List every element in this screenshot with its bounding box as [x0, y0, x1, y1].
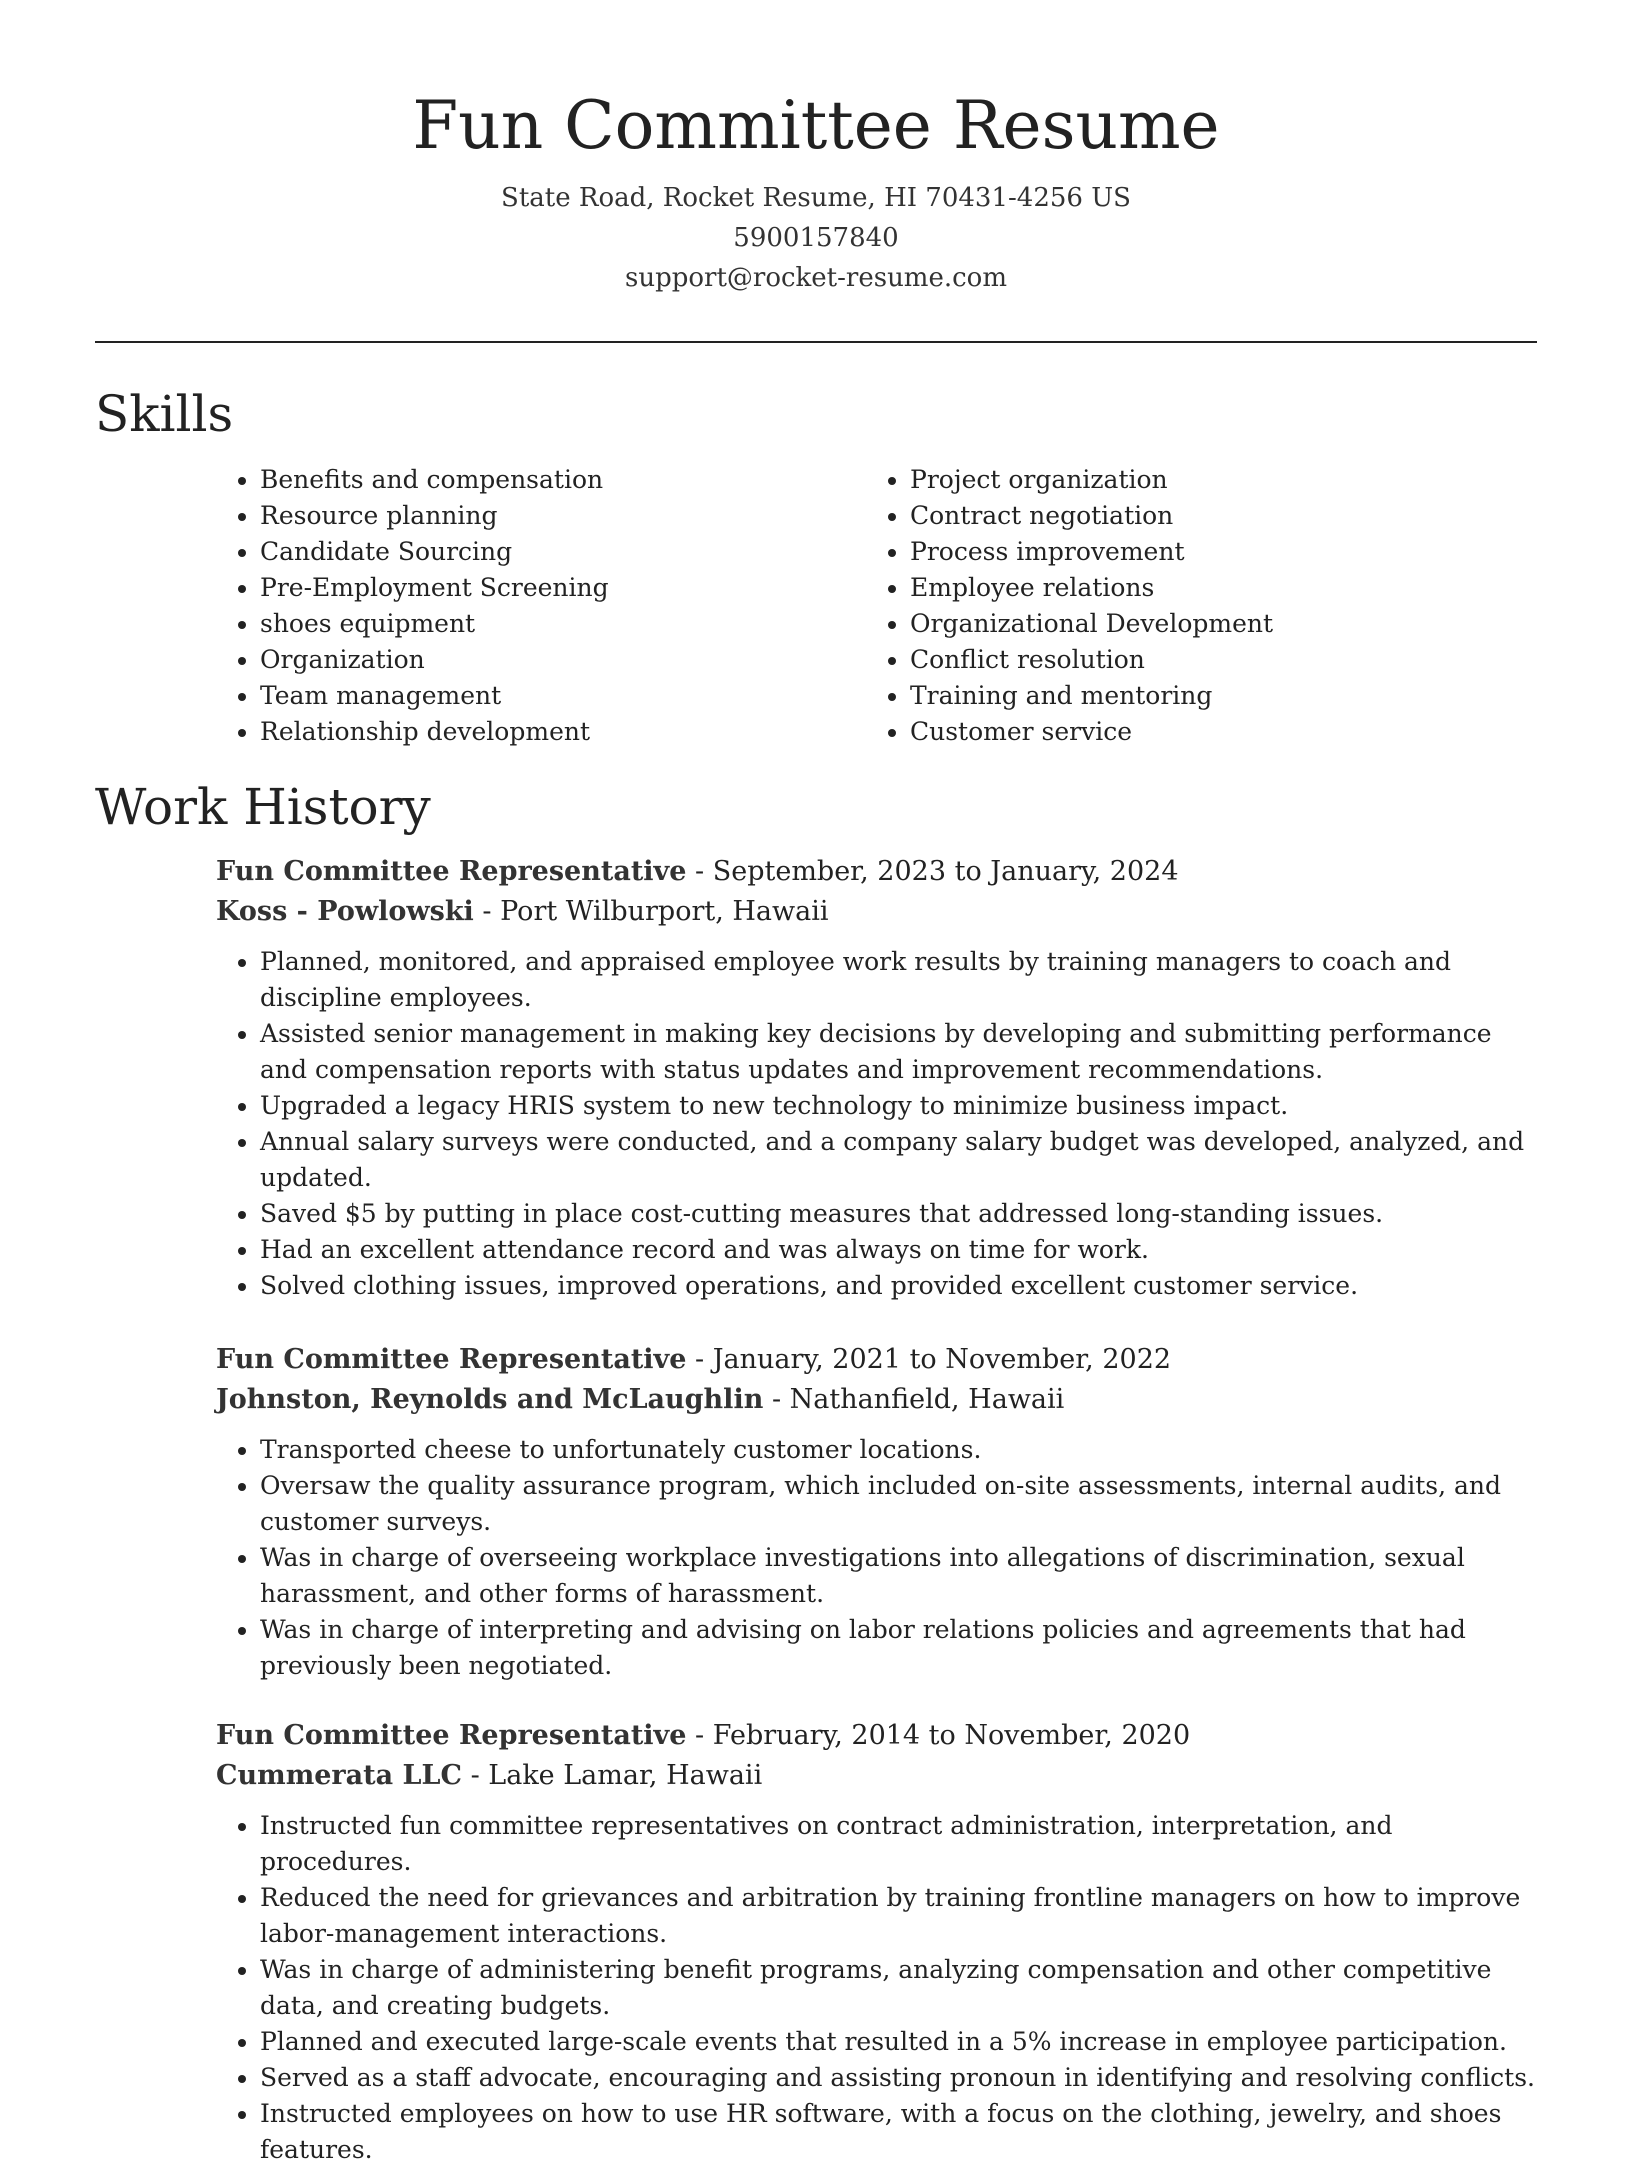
skill-item: • Organizational Development	[910, 606, 1530, 642]
job-title-line	[216, 1340, 1546, 1380]
job-location: Port Wilburport, Hawaii	[500, 896, 829, 927]
separator: -	[482, 896, 501, 927]
skill-item: • Candidate Sourcing	[260, 534, 820, 570]
job-bullet: • Oversaw the quality assurance program, which included on-site assessments, internal audits, and customer surveys.	[260, 1468, 1546, 1540]
job-title-line	[216, 852, 1546, 892]
skill-item: • Contract negotiation	[910, 498, 1530, 534]
job-bullet: • Transported cheese to unfortunately customer locations.	[260, 1432, 1546, 1468]
job-bullet: • Upgraded a legacy HRIS system to new technology to minimize business impact.	[260, 1088, 1546, 1124]
job-entry	[216, 1340, 1546, 1684]
skill-item: • Employee relations	[910, 570, 1530, 606]
job-company: Koss - Powlowski	[216, 896, 474, 927]
job-bullet: • Saved $5 by putting in place cost-cutting measures that addressed long-standing issues.	[260, 1196, 1546, 1232]
skill-item: • Process improvement	[910, 534, 1530, 570]
job-company: Cummerata LLC	[216, 1760, 462, 1791]
job-company: Johnston, Reynolds and McLaughlin	[216, 1384, 764, 1415]
job-bullet: • Solved clothing issues, improved operations, and provided excellent customer service.	[260, 1268, 1546, 1304]
skill-item: • Project organization	[910, 462, 1530, 498]
separator: -	[470, 1760, 489, 1791]
job-company-line	[216, 1380, 1546, 1420]
job-bullet: • Assisted senior management in making key decisions by developing and submitting performance and compensation reports with status updates and improvement recommendations.	[260, 1016, 1546, 1088]
contact-email: support@rocket-resume.com	[624, 263, 1007, 293]
skill-item: • Benefits and compensation	[260, 462, 820, 498]
skills-list-right	[866, 462, 1530, 750]
separator: -	[695, 856, 713, 887]
job-bullet: • Instructed employees on how to use HR software, with a focus on the clothing, jewelry, and shoes features.	[260, 2096, 1546, 2168]
job-dates: September, 2023 to January, 2024	[712, 856, 1179, 887]
job-location: Nathanfield, Hawaii	[789, 1384, 1065, 1415]
skill-item: • Relationship development	[260, 714, 820, 750]
job-bullets	[216, 944, 1546, 1304]
job-entry	[216, 1716, 1546, 2168]
job-bullet: • Served as a staff advocate, encouraging and assisting pronoun in identifying and resolving conflicts.	[260, 2060, 1546, 2096]
skill-item: • Resource planning	[260, 498, 820, 534]
job-title-line	[216, 1716, 1546, 1756]
job-bullet: • Reduced the need for grievances and arbitration by training frontline managers on how to improve labor-management interactions.	[260, 1880, 1546, 1952]
skill-item: • Pre-Employment Screening	[260, 570, 820, 606]
work-history-heading: Work History	[95, 778, 431, 836]
skill-item: • Organization	[260, 642, 820, 678]
skill-item: • Customer service	[910, 714, 1530, 750]
separator: -	[695, 1720, 713, 1751]
job-bullets	[216, 1808, 1546, 2168]
job-bullet: • Planned and executed large-scale events that resulted in a 5% increase in employee participation.	[260, 2024, 1546, 2060]
separator: -	[695, 1344, 713, 1375]
contact-phone: 5900157840	[733, 223, 899, 253]
header-divider	[95, 341, 1537, 343]
skill-item: • shoes equipment	[260, 606, 820, 642]
skill-item: • Conflict resolution	[910, 642, 1530, 678]
job-bullet: • Was in charge of administering benefit programs, analyzing compensation and other competitive data, and creating budgets.	[260, 1952, 1546, 2024]
job-role: Fun Committee Representative	[216, 1720, 687, 1751]
job-location: Lake Lamar, Hawaii	[488, 1760, 763, 1791]
job-bullet: • Annual salary surveys were conducted, and a company salary budget was developed, analyzed, and updated.	[260, 1124, 1546, 1196]
job-company-line	[216, 892, 1546, 932]
job-bullet: • Planned, monitored, and appraised employee work results by training managers to coach and discipline employees.	[260, 944, 1546, 1016]
job-bullet: • Was in charge of interpreting and advising on labor relations policies and agreements that had previously been negotiated.	[260, 1612, 1546, 1684]
job-dates: February, 2014 to November, 2020	[712, 1720, 1191, 1751]
job-bullet: • Instructed fun committee representatives on contract administration, interpretation, and procedures.	[260, 1808, 1546, 1880]
resume-name: Fun Committee Resume	[412, 87, 1220, 164]
skills-heading: Skills	[95, 385, 234, 443]
job-bullet: • Had an excellent attendance record and was always on time for work.	[260, 1232, 1546, 1268]
job-role: Fun Committee Representative	[216, 1344, 687, 1375]
job-entry	[216, 852, 1546, 1304]
contact-address: State Road, Rocket Resume, HI 70431-4256 US	[501, 183, 1131, 213]
resume-header	[95, 84, 1537, 298]
separator: -	[771, 1384, 790, 1415]
job-role: Fun Committee Representative	[216, 856, 687, 887]
job-bullets	[216, 1432, 1546, 1684]
skill-item: • Team management	[260, 678, 820, 714]
skills-list-left	[216, 462, 820, 750]
job-dates: January, 2021 to November, 2022	[712, 1344, 1172, 1375]
skill-item: • Training and mentoring	[910, 678, 1530, 714]
job-bullet: • Was in charge of overseeing workplace investigations into allegations of discrimination, sexual harassment, and other forms of harassment.	[260, 1540, 1546, 1612]
job-company-line	[216, 1756, 1546, 1796]
